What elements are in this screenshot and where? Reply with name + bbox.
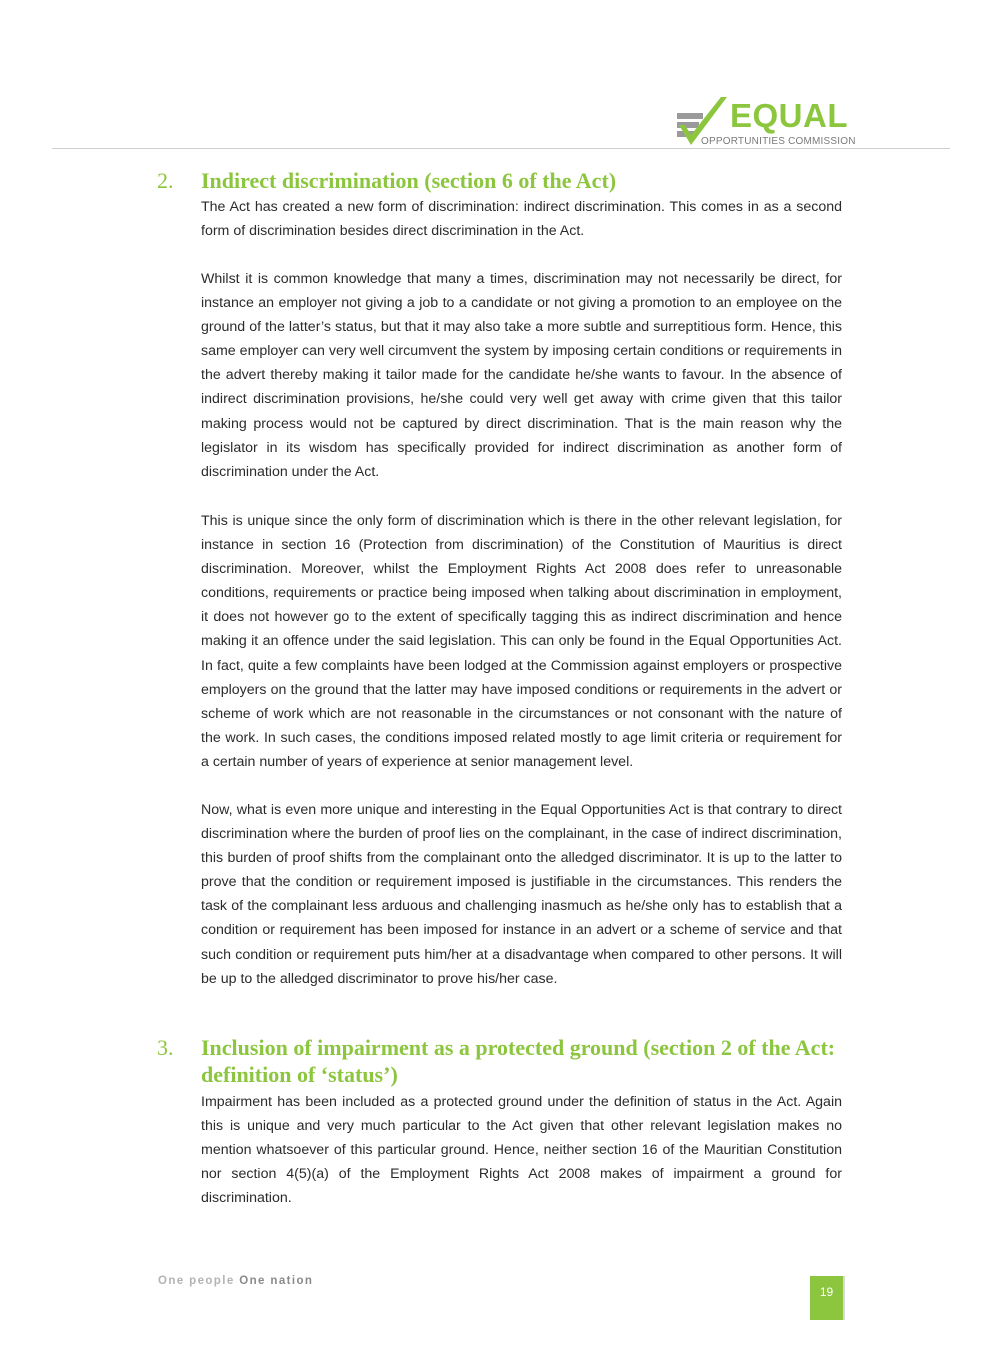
paragraph: Now, what is even more unique and interesting in the Equal Opportunities Act is that contrary to direct discrimination where the burden of proof lies on the complainant, in the case of indirect discrimination, this burden of proof shifts from the complainant onto the alledged discriminator. It is up to the latter to prove that the condition or requirement imposed is justifiable in the circumstances. This renders the task of the complainant less arduous and challenging inasmuch as he/she only has to establish that a condition or requirement has been imposed for instance in an advert or a scheme of service and that such condition or requirement puts him/her at a disadvantage when compared to other persons. It will be up to the alledged discriminator to prove his/her case. — [201, 802, 842, 987]
paragraph: Whilst it is common knowledge that many a times, discrimination may not necessarily be direct, for instance an employer not giving a job to a candidate or not giving a promotion to an employee on the ground of the latter’s status, but that it may also take a more subtle and surreptitious form. Hence, this same employer can very well circumvent the system by imposing certain conditions or requirements in the advert thereby making it tailor made for the candidate he/she wants to favour. In the absence of indirect discrimination provisions, he/she could very well get away with crime given that this tailor making process would not be captured by direct discrimination. That is the main reason why the legislator in its wisdom has specifically provided for indirect discrimination as another form of discrimination under the Act. — [201, 271, 842, 480]
tagline-strong: One nation — [239, 1275, 314, 1287]
paragraph: This is unique since the only form of discrimination which is there in the other relevant legislation, for instance in section 16 (Protection from discrimination) of the Constitution of Mauritius is direct discrimination. Moreover, whilst the Employment Rights Act 2008 does refer to unreasonable conditions, requirements or practice being imposed when talking about discrimination in employment, it does not however go to the extent of specifically tagging this as indirect discrimination and hence making it an offence under the said legislation. This can only be found in the Equal Opportunities Act. In fact, quite a few complaints have been lodged at the Commission against employers or prospective employers on the ground that the latter may have imposed conditions or requirements in the advert or scheme of work which are not reasonable in the circumstances or not consonant with the nature of the work. In such cases, the conditions imposed related mostly to age limit criteria or requirement for a certain number of years of experience at senior management level. — [201, 513, 842, 770]
section-title: Indirect discrimination (section 6 of the Act) — [201, 168, 617, 193]
equal-opportunities-logo — [675, 95, 856, 150]
footer-tagline — [158, 1275, 313, 1287]
tagline-light: One people — [158, 1275, 235, 1287]
page-number: 19 — [810, 1276, 843, 1320]
paragraph: The Act has created a new form of discrimination: indirect discrimination. This comes in as a second form of discrimination besides direct discrimination in the Act. — [201, 199, 842, 240]
header-divider — [52, 148, 950, 149]
section-title: Inclusion of impairment as a protected ground (section 2 of the Act: definition of ‘status’) — [201, 1035, 836, 1087]
section-number: 3. — [157, 1035, 174, 1060]
logo-subtitle: OPPORTUNITIES COMMISSION — [701, 136, 856, 147]
logo-word: EQUAL — [730, 97, 848, 134]
paragraph: Impairment has been included as a protected ground under the definition of status in the Act. Again this is unique and very much particular to the Act given that other relevant legislation makes no mention whatsoever of this particular ground. Hence, neither section 16 of the Mauritian Constitution nor section 4(5)(a) of the Employment Rights Act 2008 makes of impairment a ground for discrimination. — [201, 1094, 842, 1207]
section-number: 2. — [157, 168, 174, 193]
